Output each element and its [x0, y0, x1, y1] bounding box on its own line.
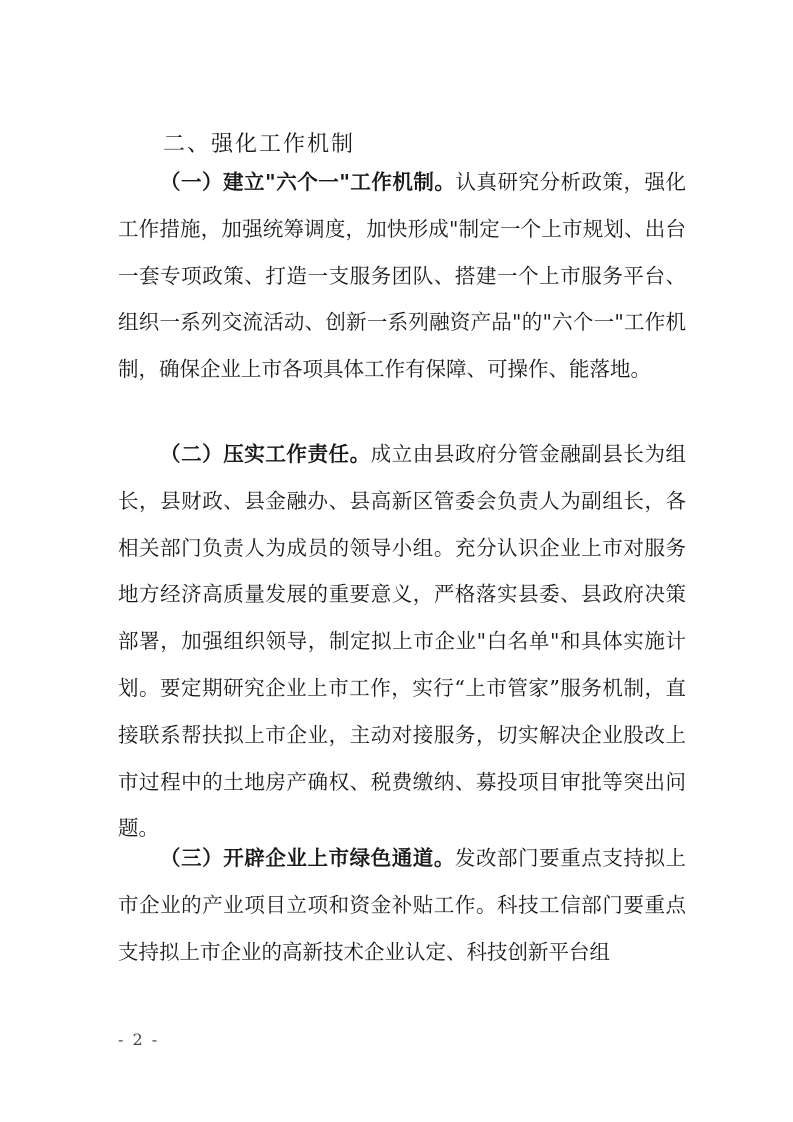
paragraph-2-lead: （二）压实工作责任。	[160, 442, 371, 466]
paragraph-1	[118, 159, 686, 393]
paragraph-1-body: 认真研究分析政策，强化工作措施，加强统筹调度，加快形成"制定一个上市规划、出台一套专项政策、打造一支服务团队、搭建一个上市服务平台、组织一系列交流活动、创新一系列融资产品"的"六个一"工作机制，确保企业上市各项具体工作有保障、可操作、能落地。	[118, 170, 686, 382]
paragraph-3	[118, 835, 686, 975]
paragraph-1-lead: （一）建立"六个一"工作机制。	[160, 170, 456, 194]
page-number: - 2 -	[118, 1030, 160, 1049]
paragraph-2	[118, 431, 686, 852]
paragraph-2-body: 成立由县政府分管金融副县长为组长，县财政、县金融办、县高新区管委会负责人为副组长，各相关部门负责人为成员的领导小组。充分认识企业上市对服务地方经济高质量发展的重要意义，严格落实县委、县政府决策部署，加强组织领导，制定拟上市企业"白名单"和具体实施计划。要定期研究企业上市工作，实行“上市管家”服务机制，直接联系帮扶拟上市企业，主动对接服务，切实解决企业股改上市过程中的土地房产确权、税费缴纳、募投项目审批等突出问题。	[118, 442, 687, 841]
section-heading: 二、强化工作机制	[163, 132, 356, 157]
paragraph-3-lead: （三）开辟企业上市绿色通道。	[160, 846, 455, 870]
paragraph-3-body: 发改部门要重点支持拟上市企业的产业项目立项和资金补贴工作。科技工信部门要重点支持拟上市企业的高新技术企业认定、科技创新平台组	[118, 846, 687, 964]
